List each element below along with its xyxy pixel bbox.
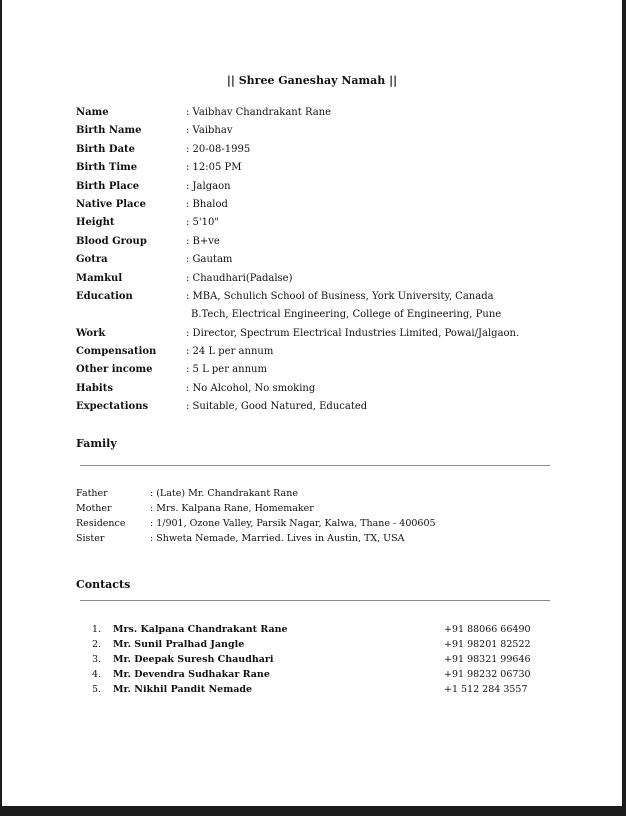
detail-value: : 5'10"	[186, 217, 219, 229]
detail-label: Education	[76, 290, 133, 302]
detail-row-birth-name	[76, 122, 556, 140]
detail-row-education	[76, 288, 556, 325]
detail-value: : Suitable, Good Natured, Educated	[186, 401, 368, 413]
detail-row-name	[76, 104, 556, 122]
detail-label: Native Place	[76, 198, 146, 210]
detail-row-other-income	[76, 361, 556, 379]
contact-phone: +91 98321 99646	[444, 654, 531, 665]
contact-name: Mr. Deepak Suresh Chaudhari	[113, 654, 274, 665]
detail-label: Height	[76, 217, 115, 229]
family-value: : Mrs. Kalpana Rane, Homemaker	[150, 503, 314, 514]
detail-value: : 24 L per annum	[186, 346, 274, 358]
detail-label: Birth Place	[76, 180, 140, 192]
family-label: Sister	[76, 533, 105, 544]
detail-value: : Vaibhav Chandrakant Rane	[186, 107, 332, 118]
detail-label: Blood Group	[76, 235, 147, 247]
contacts-list	[92, 622, 542, 697]
detail-value: : MBA, Schulich School of Business, York University, Canada	[186, 290, 494, 302]
detail-label: Gotra	[76, 254, 108, 266]
contact-name: Mr. Devendra Sudhakar Rane	[113, 669, 270, 680]
contact-row	[92, 622, 542, 637]
detail-row-blood-group	[76, 233, 556, 251]
detail-row-work	[76, 325, 556, 343]
detail-value: : No Alcohol, No smoking	[186, 382, 316, 394]
personal-details	[76, 104, 556, 417]
detail-label: Birth Date	[76, 143, 136, 155]
family-row-mother	[76, 501, 556, 516]
document-page	[2, 0, 622, 806]
contact-phone: +91 98201 82522	[444, 639, 531, 650]
detail-label: Compensation	[76, 346, 157, 358]
family-details	[76, 486, 556, 546]
detail-row-native-place	[76, 196, 556, 214]
detail-row-habits	[76, 380, 556, 398]
family-label: Residence	[76, 518, 126, 529]
detail-label: Birth Name	[76, 125, 142, 137]
family-row-father	[76, 486, 556, 501]
contacts-section-title: Contacts	[76, 578, 131, 591]
detail-value: : Jalgaon	[186, 180, 231, 192]
detail-label: Habits	[76, 382, 113, 394]
family-label: Father	[76, 488, 108, 499]
contact-number: 4.	[92, 669, 102, 680]
detail-label: Birth Time	[76, 162, 138, 174]
detail-value: : 20-08-1995	[186, 143, 251, 155]
contact-number: 2.	[92, 639, 102, 650]
detail-value: : B+ve	[186, 235, 220, 247]
contact-phone: +91 88066 66490	[444, 624, 531, 635]
family-row-sister	[76, 531, 556, 546]
contact-phone: +1 512 284 3557	[444, 684, 528, 695]
contact-name: Mr. Sunil Pralhad Jangle	[113, 639, 245, 650]
detail-value: : Chaudhari(Padalse)	[186, 272, 293, 284]
family-label: Mother	[76, 503, 112, 514]
viewer-bottom-bar	[0, 806, 626, 816]
detail-row-compensation	[76, 343, 556, 361]
family-row-residence	[76, 516, 556, 531]
detail-label: Name	[76, 107, 109, 118]
detail-value-second-line: B.Tech, Electrical Engineering, College of Engineering, Pune	[191, 309, 502, 321]
detail-value: : Vaibhav	[186, 125, 233, 137]
detail-row-birth-time	[76, 159, 556, 177]
contact-number: 5.	[92, 684, 102, 695]
detail-label: Expectations	[76, 401, 149, 413]
detail-label: Work	[76, 327, 106, 339]
family-value: : 1/901, Ozone Valley, Parsik Nagar, Kalwa, Thane - 400605	[150, 518, 436, 529]
contact-row	[92, 667, 542, 682]
contact-row	[92, 682, 542, 697]
detail-value: : Bhalod	[186, 198, 228, 210]
contact-number: 1.	[92, 624, 102, 635]
contact-row	[92, 637, 542, 652]
contacts-divider	[80, 600, 550, 601]
detail-value: : Director, Spectrum Electrical Industries Limited, Powai/Jalgaon.	[186, 327, 520, 339]
detail-row-birth-date	[76, 141, 556, 159]
family-divider	[80, 465, 550, 466]
detail-row-height	[76, 214, 556, 232]
detail-value: : Gautam	[186, 254, 233, 266]
detail-row-mamkul	[76, 270, 556, 288]
detail-row-expectations	[76, 398, 556, 416]
detail-label: Mamkul	[76, 272, 123, 284]
contact-name: Mrs. Kalpana Chandrakant Rane	[113, 624, 288, 635]
page-heading: || Shree Ganeshay Namah ||	[226, 74, 398, 87]
detail-row-gotra	[76, 251, 556, 269]
detail-value: : 5 L per annum	[186, 364, 267, 376]
contact-name: Mr. Nikhil Pandit Nemade	[113, 684, 253, 695]
family-section-title: Family	[76, 437, 117, 450]
detail-row-birth-place	[76, 178, 556, 196]
contact-row	[92, 652, 542, 667]
family-value: : (Late) Mr. Chandrakant Rane	[150, 488, 298, 499]
detail-value: : 12:05 PM	[186, 162, 242, 174]
contact-phone: +91 98232 06730	[444, 669, 531, 680]
family-value: : Shweta Nemade, Married. Lives in Austin, TX, USA	[150, 533, 405, 544]
detail-label: Other income	[76, 364, 153, 376]
contact-number: 3.	[92, 654, 102, 665]
